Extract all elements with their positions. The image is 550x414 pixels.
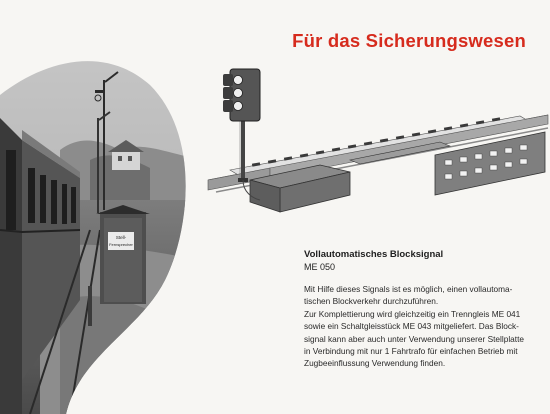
description-line: Zugbeeinflussung Verwendung finden. — [304, 358, 446, 369]
page-heading: Für das Sicherungswesen — [292, 30, 526, 51]
product-title: Vollautomatisches Blocksignal — [304, 249, 444, 260]
product-description — [304, 283, 544, 370]
description-line: sowie ein Schaltgleisstück ME 043 mitgeliefert. Das Block- — [304, 321, 519, 332]
product-code: ME 050 — [304, 262, 336, 272]
description-line: in Verbindung mit nur 1 Fahrtrafo für einfachen Betrieb mit — [304, 346, 518, 357]
description-line: Zur Komplettierung wird gleichzeitig ein Trenngleis ME 041 — [304, 308, 521, 319]
sign-line-1: Stell- — [115, 235, 127, 240]
block-signal-product-illustration — [200, 60, 550, 220]
right-page — [200, 0, 550, 414]
sign-line-2: Fernsprecher — [109, 242, 133, 247]
description-line: Mit Hilfe dieses Signals ist es möglich, einen vollautoma- — [304, 284, 513, 294]
description-line: signal kann aber auch unter Verwendung unserer Stellplatte — [304, 333, 525, 344]
railway-photo — [0, 0, 200, 414]
description-line: tischen Blockverkehr durchzuführen. — [304, 296, 439, 307]
